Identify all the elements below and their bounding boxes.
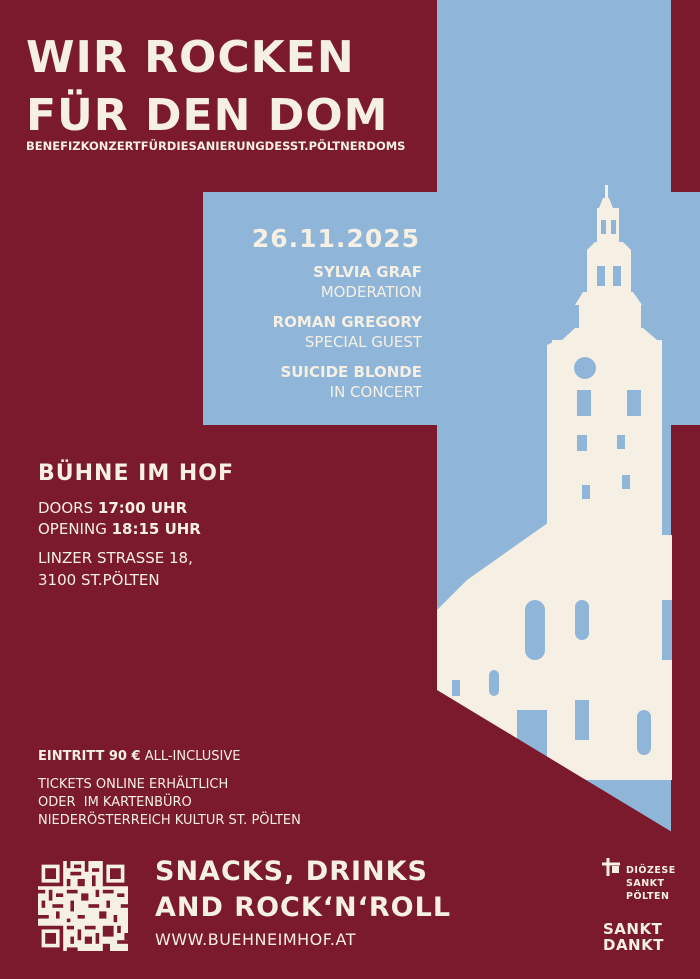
subtitle: BENEFIZKONZERTFÜRDIESANIERUNGDESST.PÖLTNERDOMS (26, 139, 406, 153)
background-corner (671, 0, 700, 192)
opening-label: OPENING (38, 520, 107, 538)
performer-name: ROMAN GREGORY (272, 313, 422, 331)
performer-role: MODERATION (320, 283, 422, 301)
diocese-line-3: PÖLTEN (626, 891, 670, 902)
doors-time: 17:00 UHR (97, 499, 188, 517)
sankt-dankt-line-2: DANKT (603, 936, 664, 954)
diocese-line-1: DIÖZESE (626, 865, 676, 876)
address-line-1: LINZER STRASSE 18, (38, 549, 193, 567)
venue-name: BÜHNE IM HOF (38, 461, 235, 486)
performer-name: SYLVIA GRAF (313, 263, 422, 281)
website-link[interactable]: WWW.BUEHNEIMHOF.AT (155, 930, 356, 949)
performer-1 (313, 262, 422, 302)
diocese-line-2: SANKT (626, 878, 665, 889)
cathedral-tower-illustration (437, 180, 700, 800)
performer-role: IN CONCERT (329, 383, 422, 401)
diocese-logo (600, 856, 676, 902)
entry-price-rest: ALL-INCLUSIVE (144, 749, 241, 764)
doors-line (38, 498, 187, 518)
title-line-1: WIR ROCKEN (26, 32, 355, 83)
tickets-line-2: ODER IM KARTENBÜRO (38, 795, 192, 810)
performer-role: SPECIAL GUEST (304, 333, 422, 351)
opening-time: 18:15 UHR (111, 520, 201, 538)
qr-code-icon[interactable] (38, 861, 128, 951)
diocese-cross-icon (600, 856, 622, 878)
tagline-line-2: AND ROCK‘N‘ROLL (155, 892, 452, 923)
entry-price (38, 749, 240, 764)
sankt-dankt-logo (603, 921, 664, 953)
sankt-dankt-line-1: SANKT (603, 920, 663, 938)
performer-2 (273, 312, 422, 352)
address-line-2: 3100 ST.PÖLTEN (38, 571, 160, 589)
performer-3 (280, 362, 422, 402)
tickets-line-3: NIEDERÖSTERREICH KULTUR ST. PÖLTEN (38, 813, 301, 828)
doors-label: DOORS (38, 499, 94, 517)
tagline-line-1: SNACKS, DRINKS (155, 856, 428, 887)
opening-line (38, 519, 201, 539)
tickets-line-1: TICKETS ONLINE ERHÄLTLICH (38, 777, 229, 792)
entry-price-bold: EINTRITT 90 € (38, 749, 141, 764)
event-date: 26.11.2025 (251, 224, 420, 253)
performer-name: SUICIDE BLONDE (280, 363, 422, 381)
title-line-2: FÜR DEN DOM (26, 90, 389, 141)
